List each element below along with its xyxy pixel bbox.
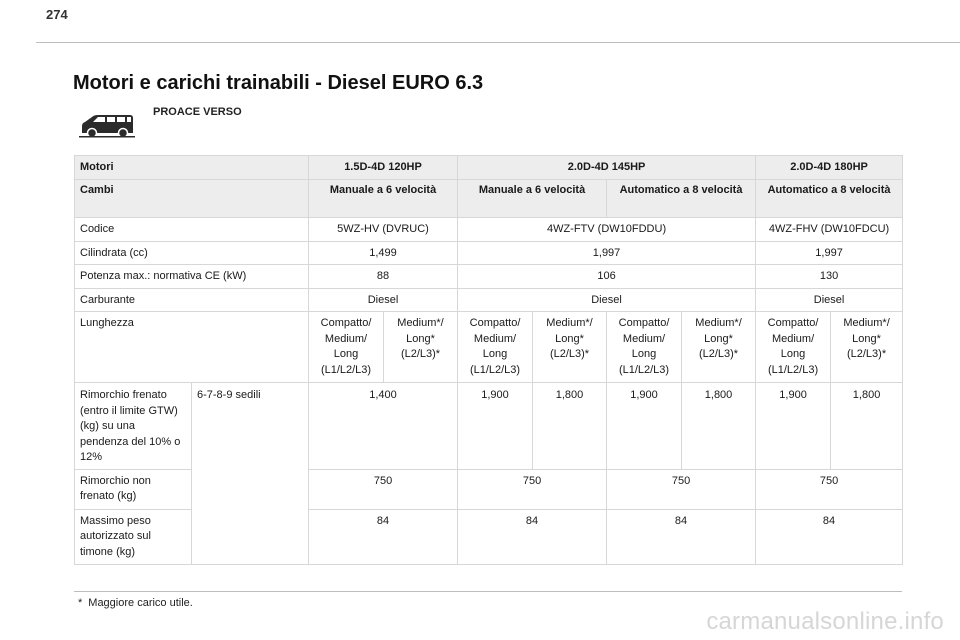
- length-cell: Compatto/ Medium/ Long (L1/L2/L3): [458, 312, 533, 383]
- table-row: [75, 218, 903, 242]
- length-cell: Medium*/ Long* (L2/L3)*: [384, 312, 458, 383]
- gearbox-cell: Manuale a 6 velocità: [309, 180, 458, 218]
- row-header-cambi: Cambi: [75, 180, 309, 218]
- top-divider: [36, 42, 960, 43]
- length-cell: Compatto/ Medium/ Long (L1/L2/L3): [309, 312, 384, 383]
- table-cell: 1,900: [756, 383, 831, 470]
- table-cell: 4WZ-FTV (DW10FDDU): [458, 218, 756, 242]
- table-row: [75, 241, 903, 265]
- engine-header: 1.5D-4D 120HP: [309, 156, 458, 180]
- footnote-divider: [74, 591, 902, 592]
- table-cell: 750: [607, 469, 756, 509]
- table-row: [75, 180, 903, 218]
- table-cell: 4WZ-FHV (DW10FDCU): [756, 218, 903, 242]
- length-cell: Compatto/ Medium/ Long (L1/L2/L3): [756, 312, 831, 383]
- table-cell: 88: [309, 265, 458, 289]
- row-label-potenza: Potenza max.: normativa CE (kW): [75, 265, 309, 289]
- table-cell: 750: [458, 469, 607, 509]
- gearbox-cell: Manuale a 6 velocità: [458, 180, 607, 218]
- engine-spec-table: [74, 155, 903, 565]
- length-cell: Compatto/ Medium/ Long (L1/L2/L3): [607, 312, 682, 383]
- table-cell: 130: [756, 265, 903, 289]
- table-cell: Diesel: [458, 288, 756, 312]
- table-cell: 84: [756, 509, 903, 564]
- row-label-lunghezza: Lunghezza: [75, 312, 309, 383]
- length-cell: Medium*/ Long* (L2/L3)*: [682, 312, 756, 383]
- table-cell: 1,800: [831, 383, 903, 470]
- table-cell: 84: [607, 509, 756, 564]
- table-cell: 1,400: [309, 383, 458, 470]
- van-icon: [78, 113, 136, 139]
- page-title: Motori e carichi trainabili - Diesel EURO 6.3: [73, 72, 484, 94]
- engine-header: 2.0D-4D 145HP: [458, 156, 756, 180]
- table-cell: 1,997: [458, 241, 756, 265]
- gearbox-cell: Automatico a 8 velocità: [756, 180, 903, 218]
- table-row: [75, 265, 903, 289]
- table-cell: 750: [309, 469, 458, 509]
- table-cell: 1,499: [309, 241, 458, 265]
- page-number: 274: [46, 7, 68, 22]
- length-cell: Medium*/ Long* (L2/L3)*: [831, 312, 903, 383]
- watermark: carmanualsonline.info: [706, 608, 944, 635]
- table-cell: 5WZ-HV (DVRUC): [309, 218, 458, 242]
- table-cell: 1,997: [756, 241, 903, 265]
- seats-cell: 6-7-8-9 sedili: [192, 383, 309, 565]
- row-label-rimorchio-frenato: Rimorchio frenato (entro il limite GTW) (kg) su una pendenza del 10% o 12%: [75, 383, 192, 470]
- table-cell: 84: [458, 509, 607, 564]
- row-header-motori: Motori: [75, 156, 309, 180]
- model-label: PROACE VERSO: [153, 106, 242, 118]
- table-row: [75, 383, 903, 470]
- table-cell: 84: [309, 509, 458, 564]
- row-label-cilindrata: Cilindrata (cc): [75, 241, 309, 265]
- table-cell: 750: [756, 469, 903, 509]
- table-row: [75, 156, 903, 180]
- table-cell: Diesel: [756, 288, 903, 312]
- row-label-codice: Codice: [75, 218, 309, 242]
- table-row: [75, 288, 903, 312]
- row-label-carburante: Carburante: [75, 288, 309, 312]
- table-cell: 1,800: [682, 383, 756, 470]
- row-label-timone: Massimo peso autorizzato sul timone (kg): [75, 509, 192, 564]
- table-cell: 1,800: [533, 383, 607, 470]
- length-cell: Medium*/ Long* (L2/L3)*: [533, 312, 607, 383]
- table-cell: Diesel: [309, 288, 458, 312]
- gearbox-cell: Automatico a 8 velocità: [607, 180, 756, 218]
- table-cell: 1,900: [458, 383, 533, 470]
- footnote-mark: *: [78, 597, 83, 609]
- table-cell: 1,900: [607, 383, 682, 470]
- row-label-rimorchio-non-frenato: Rimorchio non frenato (kg): [75, 469, 192, 509]
- table-row: [75, 312, 903, 383]
- table-cell: 106: [458, 265, 756, 289]
- engine-header: 2.0D-4D 180HP: [756, 156, 903, 180]
- footnote-text: Maggiore carico utile.: [88, 597, 193, 609]
- footnote: [78, 597, 193, 609]
